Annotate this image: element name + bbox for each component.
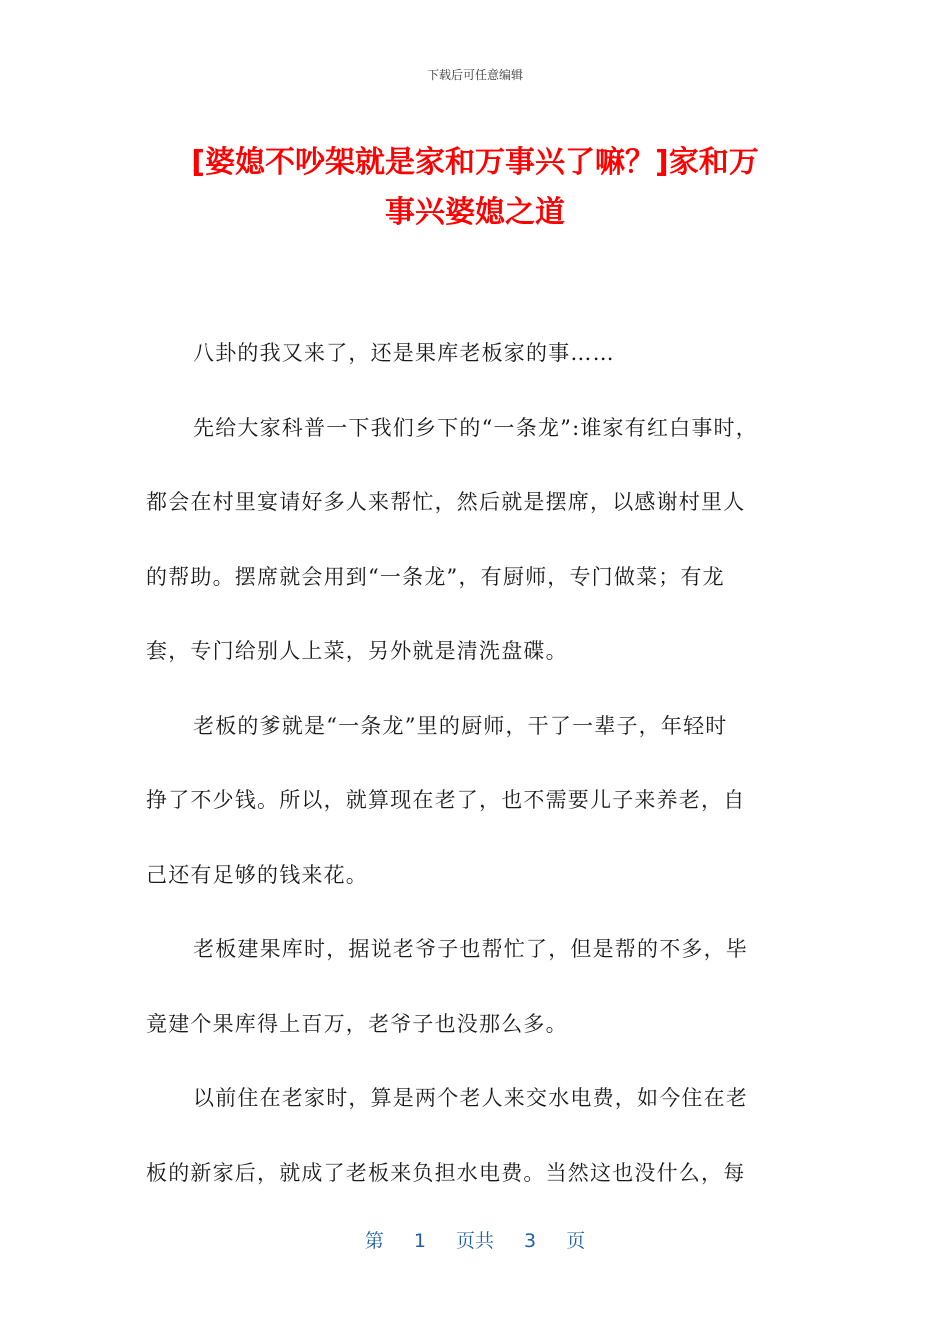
footer-total-pages: 3 (524, 1230, 537, 1252)
body-line: 己还有足够的钱来花。 (146, 862, 368, 887)
body-line: 的帮助。摆席就会用到“一条龙”，有厨师，专门做菜；有龙 (146, 564, 725, 589)
body-line: 八卦的我又来了，还是果库老板家的事…… (193, 341, 615, 365)
body-line: 竟建个果库得上百万，老爷子也没那么多。 (146, 1011, 568, 1036)
page-footer (0, 1226, 950, 1253)
document-title (100, 138, 850, 238)
title-line-1: [婆媳不吵架就是家和万事兴了嘛？]家和万 (191, 145, 759, 180)
footer-mid: 页共 (455, 1230, 494, 1252)
body-line: 以前住在老家时，算是两个老人来交水电费，如今住在老 (193, 1086, 748, 1110)
body-line: 老板建果库时，据说老爷子也帮忙了，但是帮的不多，毕 (193, 937, 748, 961)
footer-suffix: 页 (566, 1230, 586, 1252)
body-line: 都会在村里宴请好多人来帮忙，然后就是摆席，以感谢村里人 (146, 490, 746, 514)
body-text (146, 316, 806, 1210)
header-note: 下载后可任意编辑 (426, 68, 523, 82)
title-line-2: 事兴婆媳之道 (385, 195, 565, 230)
body-line: 套，专门给别人上菜，另外就是清洗盘碟。 (146, 639, 568, 663)
body-line: 挣了不少钱。所以，就算现在老了，也不需要儿子来养老，自 (146, 788, 746, 812)
body-line: 先给大家科普一下我们乡下的“一条龙”:谁家有红白事时， (193, 415, 758, 440)
body-line: 老板的爹就是“一条龙”里的厨师，干了一辈子，年轻时 (193, 713, 728, 738)
footer-prefix: 第 (364, 1230, 384, 1252)
body-line: 板的新家后，就成了老板来负担水电费。当然这也没什么，每 (146, 1160, 746, 1185)
footer-current-page: 1 (413, 1230, 426, 1252)
